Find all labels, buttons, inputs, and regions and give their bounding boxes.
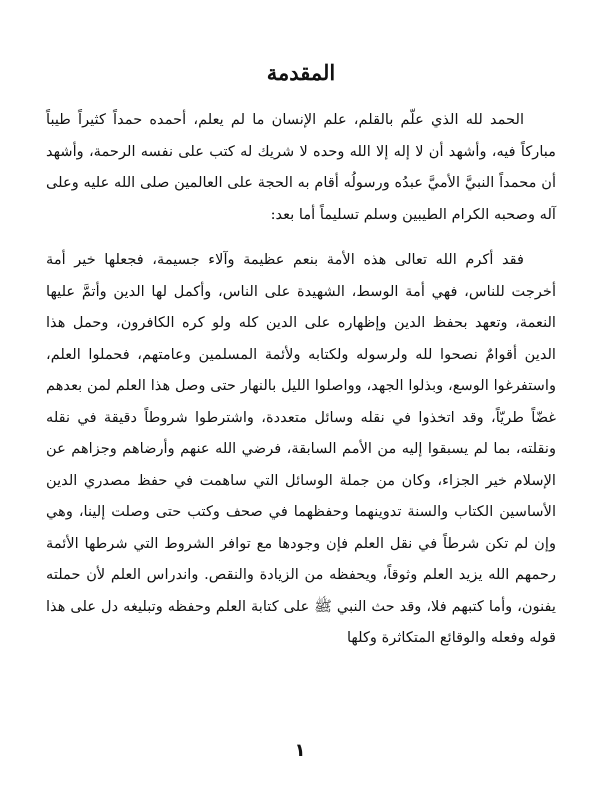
document-page <box>46 60 556 668</box>
page-title: المقدمة <box>266 60 336 85</box>
page-number: ١ <box>294 740 306 761</box>
paragraph-body <box>46 244 556 654</box>
paragraph-intro-text: الحمد لله الذي علّم بالقلم، علم الإنسان ما لم يعلم، أحمده حمداً كثيراً طيباً مباركاً فيه، وأشهد أن لا إله إلا الله وحده لا شريك له كتب على نفسه الرحمة، وأشهد أن محمداً النبيَّ الأميَّ عبدُه ورسولُه أقام به الحجة على العالمين صلى الله عليه وعلى آله وصحبه الكرام الطيبين وسلم تسليماً أما بعد: <box>46 111 556 223</box>
paragraph-intro <box>46 104 556 230</box>
paragraph-body-text: فقد أكرم الله تعالى هذه الأمة بنعم عظيمة وآلاء جسيمة، فجعلها خير أمة أخرجت للناس، فهي أمة الوسط، الشهيدة على الناس، وأكمل لها الدين وأتمَّ عليها النعمة، وتعهد بحفظ الدين وإظهاره على الدين كله ولو كره الكافرون، وحمل هذا الدين أقوامٌ نصحوا لله ولرسوله ولكتابه ولأئمة المسلمين وعامتهم، فحملوا العلم، واستفرغوا الوسع، وبذلوا الجهد، وواصلوا الليل بالنهار حتى وصل هذا العلم لمن بعدهم غضّاً طريّاً، وقد اتخذوا في نقله وسائل متعددة، واشترطوا شروطاً دقيقة في نقله ونقلته، بما لم يسبقوا إليه من الأمم السابقة، فرضي الله عنهم وأرضاهم وجزاهم عن الإسلام خير الجزاء، وكان من جملة الوسائل التي ساهمت في حفظ مصدري الدين الأساسين الكتاب والسنة تدوينهما وحفظهما في صحف وكتب حتى وصلت إلينا، وهي وإن لم تكن شرطاً في نقل العلم فإن وجودها مع توافر الشروط التي شرطها الأئمة رحمهم الله يزيد العلم وثوقاً، ويحفظه من الزيادة والنقص. واندراس العلم لأن حملته يفنون، وأما كتبهم فلا، وقد حث النبي ﷺ على كتابة العلم وحفظه وتبليغه دل على هذا قوله وفعله والوقائع المتكاثرة وكلها <box>46 251 556 646</box>
